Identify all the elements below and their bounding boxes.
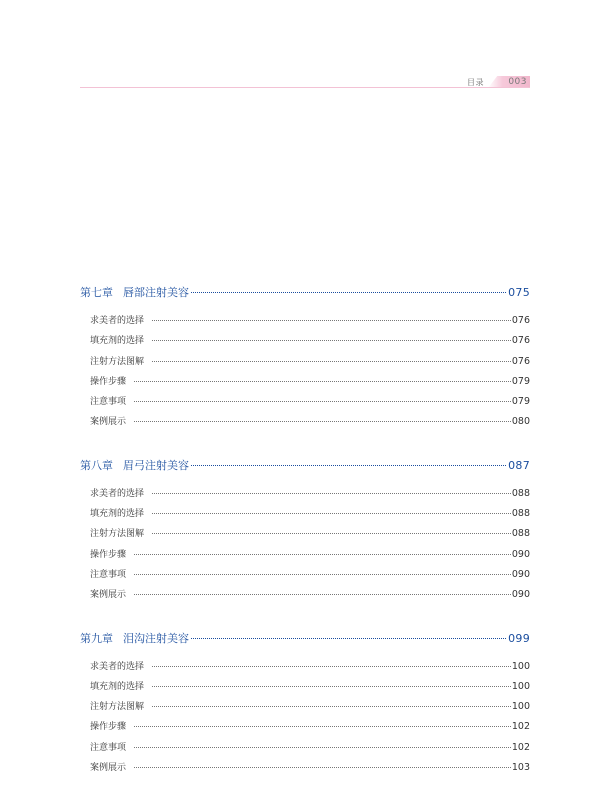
- dot-leader: [134, 593, 511, 595]
- section-list: [80, 659, 530, 781]
- dot-leader: [152, 319, 511, 321]
- section-page: 076: [511, 315, 530, 326]
- section-page: 076: [511, 355, 530, 367]
- dot-leader: [152, 360, 511, 362]
- toc-entry[interactable]: [80, 394, 530, 414]
- section-title: 操作步骤: [90, 549, 127, 560]
- dot-leader: [152, 492, 511, 494]
- dot-leader: [134, 380, 511, 382]
- dot-leader: [152, 532, 511, 534]
- section-title: 注射方法图解: [90, 529, 145, 540]
- chapter-page: 075: [508, 286, 530, 299]
- toc-entry[interactable]: [80, 547, 530, 567]
- toc-entry[interactable]: [80, 486, 530, 506]
- chapter-number: 第九章: [80, 631, 113, 645]
- section-title: 操作步骤: [90, 722, 127, 733]
- section-page: 088: [511, 528, 530, 540]
- section-page: 079: [511, 396, 530, 408]
- toc-entry[interactable]: [80, 313, 530, 333]
- dot-leader: [134, 400, 511, 402]
- section-title: 填充剂的选择: [90, 681, 145, 692]
- section-title: 注意事项: [90, 397, 127, 408]
- section-title: 求美者的选择: [90, 661, 145, 672]
- chapter-number: 第七章: [80, 286, 113, 299]
- toc-entry[interactable]: [80, 506, 530, 526]
- toc-entry[interactable]: [80, 526, 530, 546]
- chapter-title: 唇部注射美容: [123, 286, 189, 299]
- section-page: 088: [511, 487, 530, 499]
- section-page: 079: [511, 375, 530, 387]
- chapter-7: [80, 284, 530, 435]
- chapter-title: 眉弓注射美容: [123, 458, 189, 472]
- section-list: [80, 486, 530, 608]
- header-page-number: 003: [508, 77, 527, 87]
- header-rule: [80, 87, 530, 88]
- toc-entry[interactable]: [80, 699, 530, 719]
- section-page: 103: [511, 762, 530, 774]
- section-title: 操作步骤: [90, 376, 127, 387]
- section-title: 注射方法图解: [90, 702, 145, 713]
- page-header: [80, 0, 530, 92]
- toc-entry[interactable]: [80, 740, 530, 760]
- section-page: 090: [511, 589, 530, 601]
- chapter-heading[interactable]: [80, 457, 530, 473]
- section-page: 100: [511, 660, 530, 672]
- chapter-heading[interactable]: [80, 630, 530, 646]
- section-page: 090: [511, 548, 530, 560]
- toc-entry[interactable]: [80, 659, 530, 679]
- chapter-9: [80, 630, 530, 781]
- section-title: 填充剂的选择: [90, 509, 145, 520]
- section-title: 求美者的选择: [90, 488, 145, 499]
- toc-entry[interactable]: [80, 567, 530, 587]
- dot-leader: [152, 339, 511, 341]
- section-page: 100: [511, 680, 530, 692]
- section-page: 090: [511, 568, 530, 580]
- chapter-page: 087: [508, 458, 530, 472]
- section-title: 案例展示: [90, 590, 127, 601]
- section-title: 注射方法图解: [90, 356, 145, 367]
- section-title: 案例展示: [90, 763, 127, 774]
- table-of-contents: [80, 284, 530, 802]
- dot-leader: [152, 705, 511, 707]
- dot-leader: [191, 464, 506, 466]
- dot-leader: [152, 685, 511, 687]
- toc-entry[interactable]: [80, 719, 530, 739]
- section-title: 案例展示: [90, 417, 127, 428]
- chapter-page: 099: [508, 631, 530, 645]
- section-title: 填充剂的选择: [90, 336, 145, 347]
- section-page: 100: [511, 701, 530, 713]
- dot-leader: [134, 746, 511, 748]
- section-page: 080: [511, 416, 530, 428]
- section-title: 注意事项: [90, 569, 127, 580]
- section-page: 102: [511, 721, 530, 733]
- section-page: 076: [511, 335, 530, 347]
- dot-leader: [191, 291, 506, 293]
- toc-entry[interactable]: [80, 587, 530, 607]
- toc-entry[interactable]: [80, 679, 530, 699]
- dot-leader: [191, 637, 506, 639]
- chapter-8: [80, 457, 530, 608]
- section-page: 102: [511, 741, 530, 753]
- header-title: 目录: [467, 78, 484, 87]
- section-title: 注意事项: [90, 742, 127, 753]
- dot-leader: [134, 725, 511, 727]
- toc-entry[interactable]: [80, 414, 530, 434]
- toc-entry[interactable]: [80, 374, 530, 394]
- dot-leader: [134, 573, 511, 575]
- section-title: 求美者的选择: [90, 316, 145, 326]
- toc-entry[interactable]: [80, 354, 530, 374]
- dot-leader: [152, 665, 511, 667]
- toc-entry[interactable]: [80, 333, 530, 353]
- toc-entry[interactable]: [80, 760, 530, 780]
- section-list: [80, 313, 530, 435]
- dot-leader: [134, 553, 511, 555]
- chapter-heading[interactable]: [80, 284, 530, 300]
- dot-leader: [134, 766, 511, 768]
- section-page: 088: [511, 508, 530, 520]
- chapter-title: 泪沟注射美容: [123, 631, 189, 645]
- dot-leader: [134, 420, 511, 422]
- chapter-number: 第八章: [80, 458, 113, 472]
- dot-leader: [152, 512, 511, 514]
